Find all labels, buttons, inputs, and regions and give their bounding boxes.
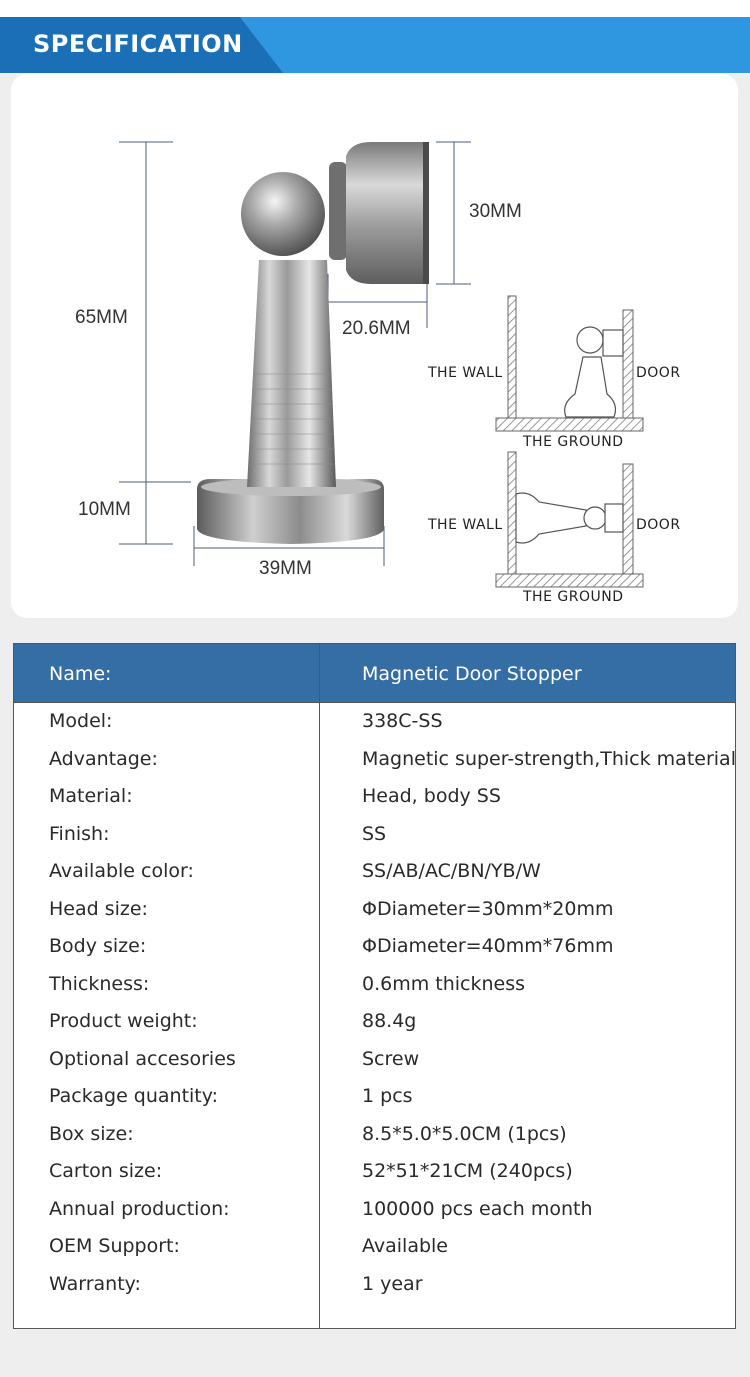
table-row [14,1191,735,1229]
row-value: SS/AB/AC/BN/YB/W [362,860,541,882]
table-row [14,853,735,891]
row-value: SS [362,822,387,845]
table-row [14,1153,735,1191]
row-value: Screw [362,1047,420,1070]
row-value: 1 pcs [362,1085,413,1107]
section-title: SPECIFICATION [33,30,243,58]
floor-wall-label: THE WALL [428,365,503,381]
row-label: Advantage: [49,747,158,770]
table-row [14,1228,735,1266]
product-drawing [11,74,738,618]
wall-mount-diagram [496,452,643,587]
top-strip [0,0,750,17]
row-label: Head size: [49,897,148,920]
spec-card [11,74,738,618]
table-row [14,1266,735,1304]
row-value: 1 year [362,1272,423,1295]
header-value: Magnetic Door Stopper [362,663,582,685]
table-row [14,928,735,966]
row-value: 100000 pcs each month [362,1197,593,1220]
table-header-row [14,644,735,703]
table-row [14,966,735,1004]
row-value: 88.4g [362,1010,417,1032]
spec-table [13,643,736,1329]
row-label: Body size: [49,935,147,957]
row-value: Magnetic super-strength,Thick material [362,747,736,770]
row-value: 52*51*21CM (240pcs) [362,1160,573,1182]
row-label: Package quantity: [49,1085,219,1107]
dimension-base-width: 39MM [259,558,312,579]
row-label: Box size: [49,1122,134,1145]
table-row [14,703,735,741]
floor-door-label: DOOR [636,365,681,381]
floor-ground-label: THE GROUND [523,434,624,450]
row-label: Carton size: [49,1160,163,1182]
row-value: 0.6mm thickness [362,972,526,995]
row-value: 338C-SS [362,710,443,732]
row-value: ΦDiameter=30mm*20mm [362,897,614,920]
table-row [14,1116,735,1154]
row-label: Model: [49,710,113,732]
table-row [14,1041,735,1079]
floor-mount-diagram [496,296,643,431]
dimension-height-total: 65MM [75,307,128,328]
table-row [14,1003,735,1041]
wall-wall-label: THE WALL [428,517,503,533]
row-label: Product weight: [49,1010,198,1032]
row-value: ΦDiameter=40mm*76mm [362,935,614,957]
row-label: Available color: [49,860,194,882]
table-row [14,741,735,779]
table-row [14,891,735,929]
table-row [14,816,735,854]
row-label: Annual production: [49,1197,230,1220]
row-label: Optional accesories [49,1047,236,1070]
wall-door-label: DOOR [636,517,681,533]
row-value: Head, body SS [362,785,501,807]
dimension-head-depth: 20.6MM [342,318,411,339]
row-label: Thickness: [49,972,150,995]
dimension-base-height: 10MM [78,499,131,520]
door-stopper-image [197,142,429,544]
dimension-head-height: 30MM [469,201,522,222]
row-label: Warranty: [49,1272,141,1295]
wall-ground-label: THE GROUND [523,589,624,605]
table-row [14,778,735,816]
row-label: Finish: [49,822,110,845]
row-value: 8.5*5.0*5.0CM (1pcs) [362,1122,567,1145]
row-label: Material: [49,785,133,807]
row-value: Available [362,1235,449,1257]
table-row [14,1078,735,1116]
section-banner [0,17,750,73]
row-label: OEM Support: [49,1235,180,1257]
header-label: Name: [49,663,112,685]
